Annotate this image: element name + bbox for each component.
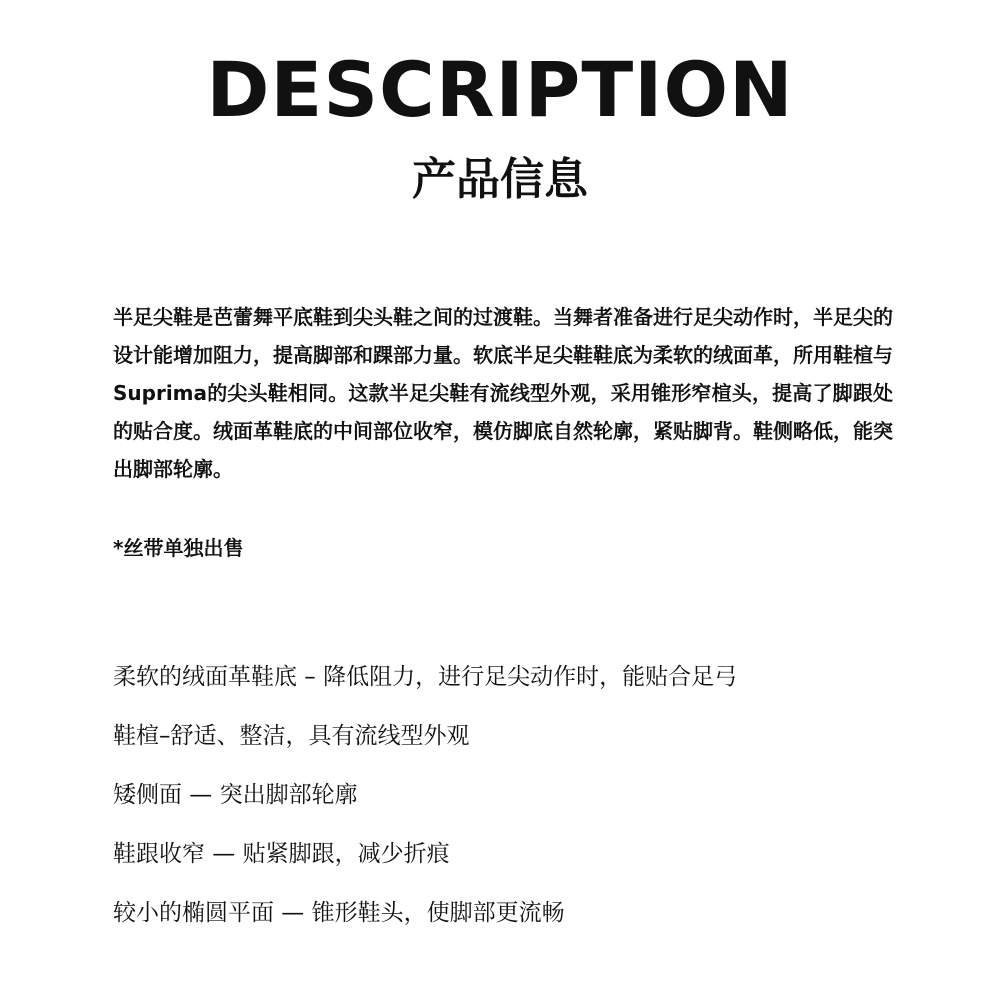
ribbon-note: *丝带单独出售: [113, 536, 244, 560]
feature-item: 矮侧面 — 突出脚部轮廓: [113, 782, 358, 808]
feature-item: 较小的椭圆平面 — 锥形鞋头，使脚部更流畅: [113, 900, 565, 926]
feature-item: 鞋楦–舒适、整洁，具有流线型外观: [113, 723, 470, 749]
feature-item: 柔软的绒面革鞋底 – 降低阻力，进行足尖动作时，能贴合足弓: [113, 664, 738, 690]
title-english: DESCRIPTION: [206, 45, 794, 134]
feature-list: [113, 655, 933, 950]
product-description: 半足尖鞋是芭蕾舞平底鞋到尖头鞋之间的过渡鞋。当舞者准备进行足尖动作时，半足尖的设计能增加阻力，提高脚部和踝部力量。软底半足尖鞋鞋底为柔软的绒面革，所用鞋楦与Suprima的尖头鞋相同。这款半足尖鞋有流线型外观，采用锥形窄楦头，提高了脚跟处的贴合度。绒面革鞋底的中间部位收窄，模仿脚底自然轮廓，紧贴脚背。鞋侧略低，能突出脚部轮廓。: [113, 305, 893, 481]
title-chinese: 产品信息: [412, 154, 588, 205]
feature-item: 鞋跟收窄 — 贴紧脚跟，减少折痕: [113, 841, 450, 867]
